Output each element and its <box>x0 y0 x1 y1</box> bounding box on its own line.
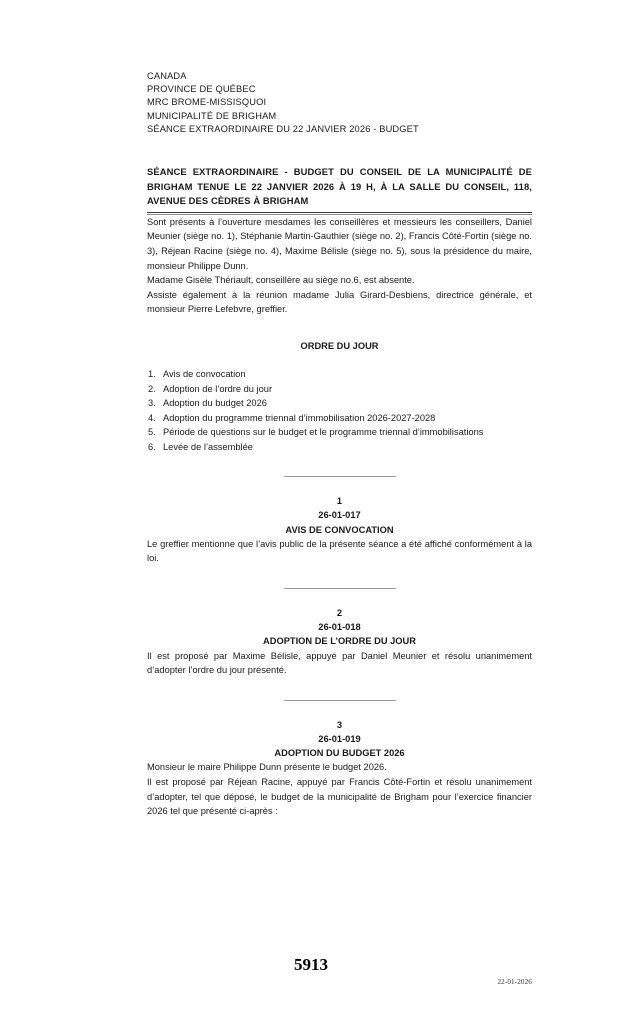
staff-paragraph: Assiste également à la réunion madame Julia Girard-Desbiens, directrice générale, et monsieur Pierre Lefebvre, greffier. <box>147 289 532 315</box>
list-item <box>147 411 532 426</box>
section-divider <box>284 476 396 477</box>
list-item <box>147 382 532 397</box>
resolution-code: 26-01-018 <box>318 622 361 633</box>
resolution-body: Le greffier mentionne que l’avis public de la présente séance a été affiché conformément à la loi. <box>147 538 532 564</box>
agenda-item-label: Adoption du budget 2026 <box>163 398 267 409</box>
agenda-item-number: 3. <box>148 398 156 409</box>
resolution-body: Il est proposé par Maxime Bélisle, appuyé par Daniel Meunier et résolu unanimement d’adopter l’ordre du jour présenté. <box>147 650 532 676</box>
document-header <box>147 70 532 136</box>
resolution-body-continued: Il est proposé par Réjean Racine, appuyé par Francis Côté-Fortin et résolu unanimement d’adopter, tel que déposé, le budget de la municipalité de Brigham pour l’exercice financier 2026 tel que présenté ci-après : <box>147 776 532 817</box>
document-body <box>147 70 532 819</box>
agenda-item-label: Période de questions sur le budget et le programme triennal d’immobilisations <box>163 427 484 438</box>
list-item <box>147 440 532 455</box>
header-line-session: SÉANCE EXTRAORDINAIRE DU 22 JANVIER 2026 - BUDGET <box>147 123 419 134</box>
document-title: SÉANCE EXTRAORDINAIRE - BUDGET DU CONSEIL DE LA MUNICIPALITÉ DE BRIGHAM TENUE LE 22 JANVIER 2026 À 19 H, À LA SALLE DU CONSEIL, 118, AVENUE DES CÈDRES À BRIGHAM <box>147 166 532 207</box>
agenda-item-number: 4. <box>148 412 156 423</box>
absence-paragraph: Madame Gisèle Thériault, conseillère au siège no.6, est absente. <box>147 275 415 286</box>
agenda-item-number: 1. <box>148 369 156 380</box>
header-line-mrc: MRC BROME-MISSISQUOI <box>147 97 267 108</box>
list-item <box>147 367 532 382</box>
resolution-heading <box>147 494 532 537</box>
agenda-item-label: Avis de convocation <box>163 369 246 380</box>
resolution-heading <box>147 606 532 649</box>
agenda-item-number: 2. <box>148 383 156 394</box>
resolution-title: ADOPTION DE L’ORDRE DU JOUR <box>263 636 416 647</box>
resolution-number: 1 <box>336 496 343 507</box>
header-line-municipality: MUNICIPALITÉ DE BRIGHAM <box>147 110 277 121</box>
list-item <box>147 396 532 411</box>
resolution-code: 26-01-019 <box>318 733 361 744</box>
date-stamp: 22-01-2026 <box>497 978 532 986</box>
attendance-paragraph: Sont présents à l’ouverture mesdames les conseillères et messieurs les conseillers, Daniel Meunier (siège no. 1), Stéphanie Martin-Gauthier (siège no. 2), Francis Côté-Fortin (siège no. 3), Réjean Racine (siège no. 4), Maxime Bélisle (siège no. 5), sous la présidence du maire, monsieur Philippe Dunn. <box>147 216 532 271</box>
resolution-number: 3 <box>336 719 343 730</box>
resolution-title: ADOPTION DU BUDGET 2026 <box>274 748 405 759</box>
section-divider <box>284 700 396 701</box>
resolution-heading <box>147 718 532 761</box>
agenda-heading: ORDRE DU JOUR <box>300 340 379 351</box>
agenda-item-label: Levée de l’assemblée <box>163 441 253 452</box>
agenda-item-number: 5. <box>148 427 156 438</box>
agenda-item-number: 6. <box>148 441 156 452</box>
resolution-number: 2 <box>336 607 343 618</box>
header-line-province: PROVINCE DE QUÉBEC <box>147 84 256 95</box>
section-divider <box>284 588 396 589</box>
agenda-list <box>147 367 532 454</box>
page-number: 5913 <box>294 955 328 974</box>
agenda-item-label: Adoption de l’ordre du jour <box>163 383 273 394</box>
resolution-body: Monsieur le maire Philippe Dunn présente le budget 2026. <box>147 762 387 773</box>
header-line-country: CANADA <box>147 71 187 81</box>
resolution-title: AVIS DE CONVOCATION <box>285 524 394 535</box>
agenda-item-label: Adoption du programme triennal d’immobilisation 2026-2027-2028 <box>163 412 436 423</box>
list-item <box>147 425 532 440</box>
resolution-code: 26-01-017 <box>318 510 361 521</box>
